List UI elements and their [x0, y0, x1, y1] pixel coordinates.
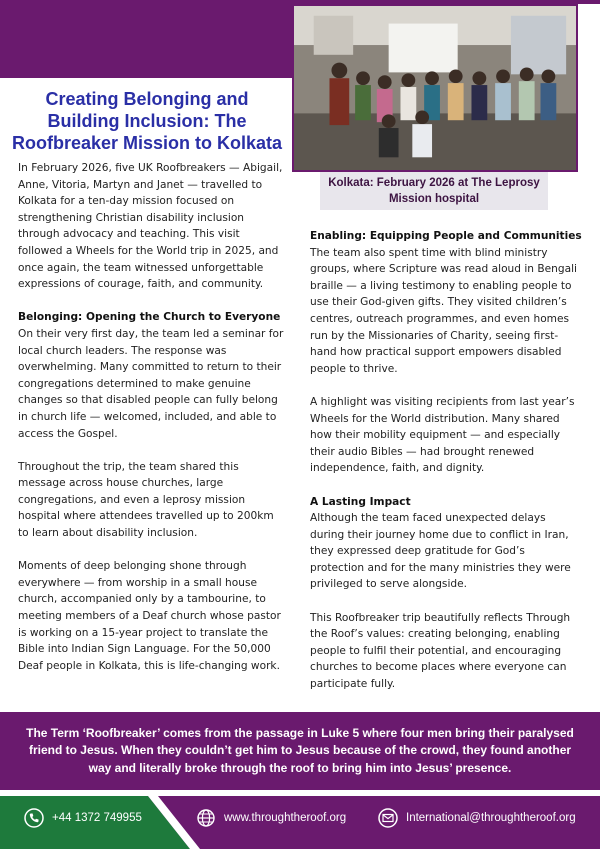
- enabling-paragraph-2: A highlight was visiting recipients from last year’s Wheels for the World distribution. Many shared how their mobility equipment — and especially their audio Bibles — had brought renewed independence, faith, and dignity.: [310, 395, 575, 475]
- globe-icon: [196, 808, 216, 828]
- belonging-paragraph-1: On their very first day, the team led a seminar for local church leaders. The response was overwhelming. Many committed to return to their congregations determined to make genuine changes so that disabled people can fully belong in church life — welcomed, included, and able to access the Gospel.: [18, 327, 284, 440]
- team-photo: [292, 4, 578, 172]
- footer-email-link[interactable]: [378, 806, 576, 830]
- roofbreaker-quote-band: [0, 712, 600, 790]
- envelope-icon: [378, 808, 398, 828]
- section-heading-belonging: Belonging: Opening the Church to Everyone: [18, 311, 281, 324]
- section-heading-enabling: Enabling: Equipping People and Communities: [310, 230, 582, 242]
- roofbreaker-quote: The Term ‘Roofbreaker’ comes from the passage in Luke 5 where four men bring their paralysed friend to Jesus. When they couldn’t get him to Jesus because of the crowd, they found another way and literally broke through the roof to bring him into Jesus’ presence.: [26, 725, 574, 775]
- header-band: [0, 0, 292, 78]
- footer-website-text: www.throughtheroof.org: [224, 812, 347, 824]
- team-photo-illustration: [294, 6, 576, 170]
- page-title: Creating Belonging and Building Inclusion: The Roofbreaker Mission to Kolkata: [11, 89, 283, 153]
- footer-email-text: International@throughtheroof.org: [406, 812, 576, 824]
- right-column: [310, 228, 582, 709]
- enabling-paragraph-1: The team also spent time with blind ministry groups, where Scripture was read aloud in Bengali braille — a living testimony to enabling people to use their God-given gifts. They visited children’s centres, outreach programmes, and even homes run by the Missionaries of Charity, seeing first-hand how practical support empowers disabled people to thrive.: [310, 246, 577, 375]
- footer-phone[interactable]: [24, 806, 142, 830]
- left-column: [18, 160, 286, 691]
- phone-icon: [24, 808, 44, 828]
- footer-phone-text: +44 1372 749955: [52, 812, 142, 824]
- section-heading-impact: A Lasting Impact: [310, 495, 411, 508]
- belonging-paragraph-2: Throughout the trip, the team shared this message across house churches, large congregations, and even a leprosy mission hospital where attendees travelled up to 200km to learn about disability inclusion.: [18, 460, 274, 540]
- impact-paragraph-1: Although the team faced unexpected delays during their journey home due to conflict in Iran, they expressed deep gratitude for God’s protection and for the many ministries they were privileged to serve alongside.: [310, 512, 571, 591]
- impact-paragraph-2: This Roofbreaker trip beautifully reflects Through the Roof’s values: creating belonging, enabling people to fulfil their potential, and encouraging churches to become places where everyone can participate fully.: [310, 611, 571, 691]
- footer-website-link[interactable]: [196, 806, 346, 830]
- belonging-paragraph-3: Moments of deep belonging shone through everywhere — from worship in a small house church, accompanied only by a tambourine, to meeting members of a Deaf church whose pastor is working on a 15-year project to translate the Bible into Indian Sign Language. For the 50,000 Deaf people in Kolkata, this is life-changing work.: [18, 560, 281, 672]
- photo-caption: Kolkata: February 2026 at The Leprosy Mission hospital: [320, 172, 548, 210]
- intro-paragraph: In February 2026, five UK Roofbreakers — Abigail, Anne, Vitoria, Martyn and Janet — travelled to Kolkata for a ten-day mission focused on strengthening Christian disability inclusion through advocacy and teaching. This visit followed a Wheels for the World trip in 2025, and once again, the team witnessed unforgettable expressions of courage, faith, and community.: [18, 162, 283, 291]
